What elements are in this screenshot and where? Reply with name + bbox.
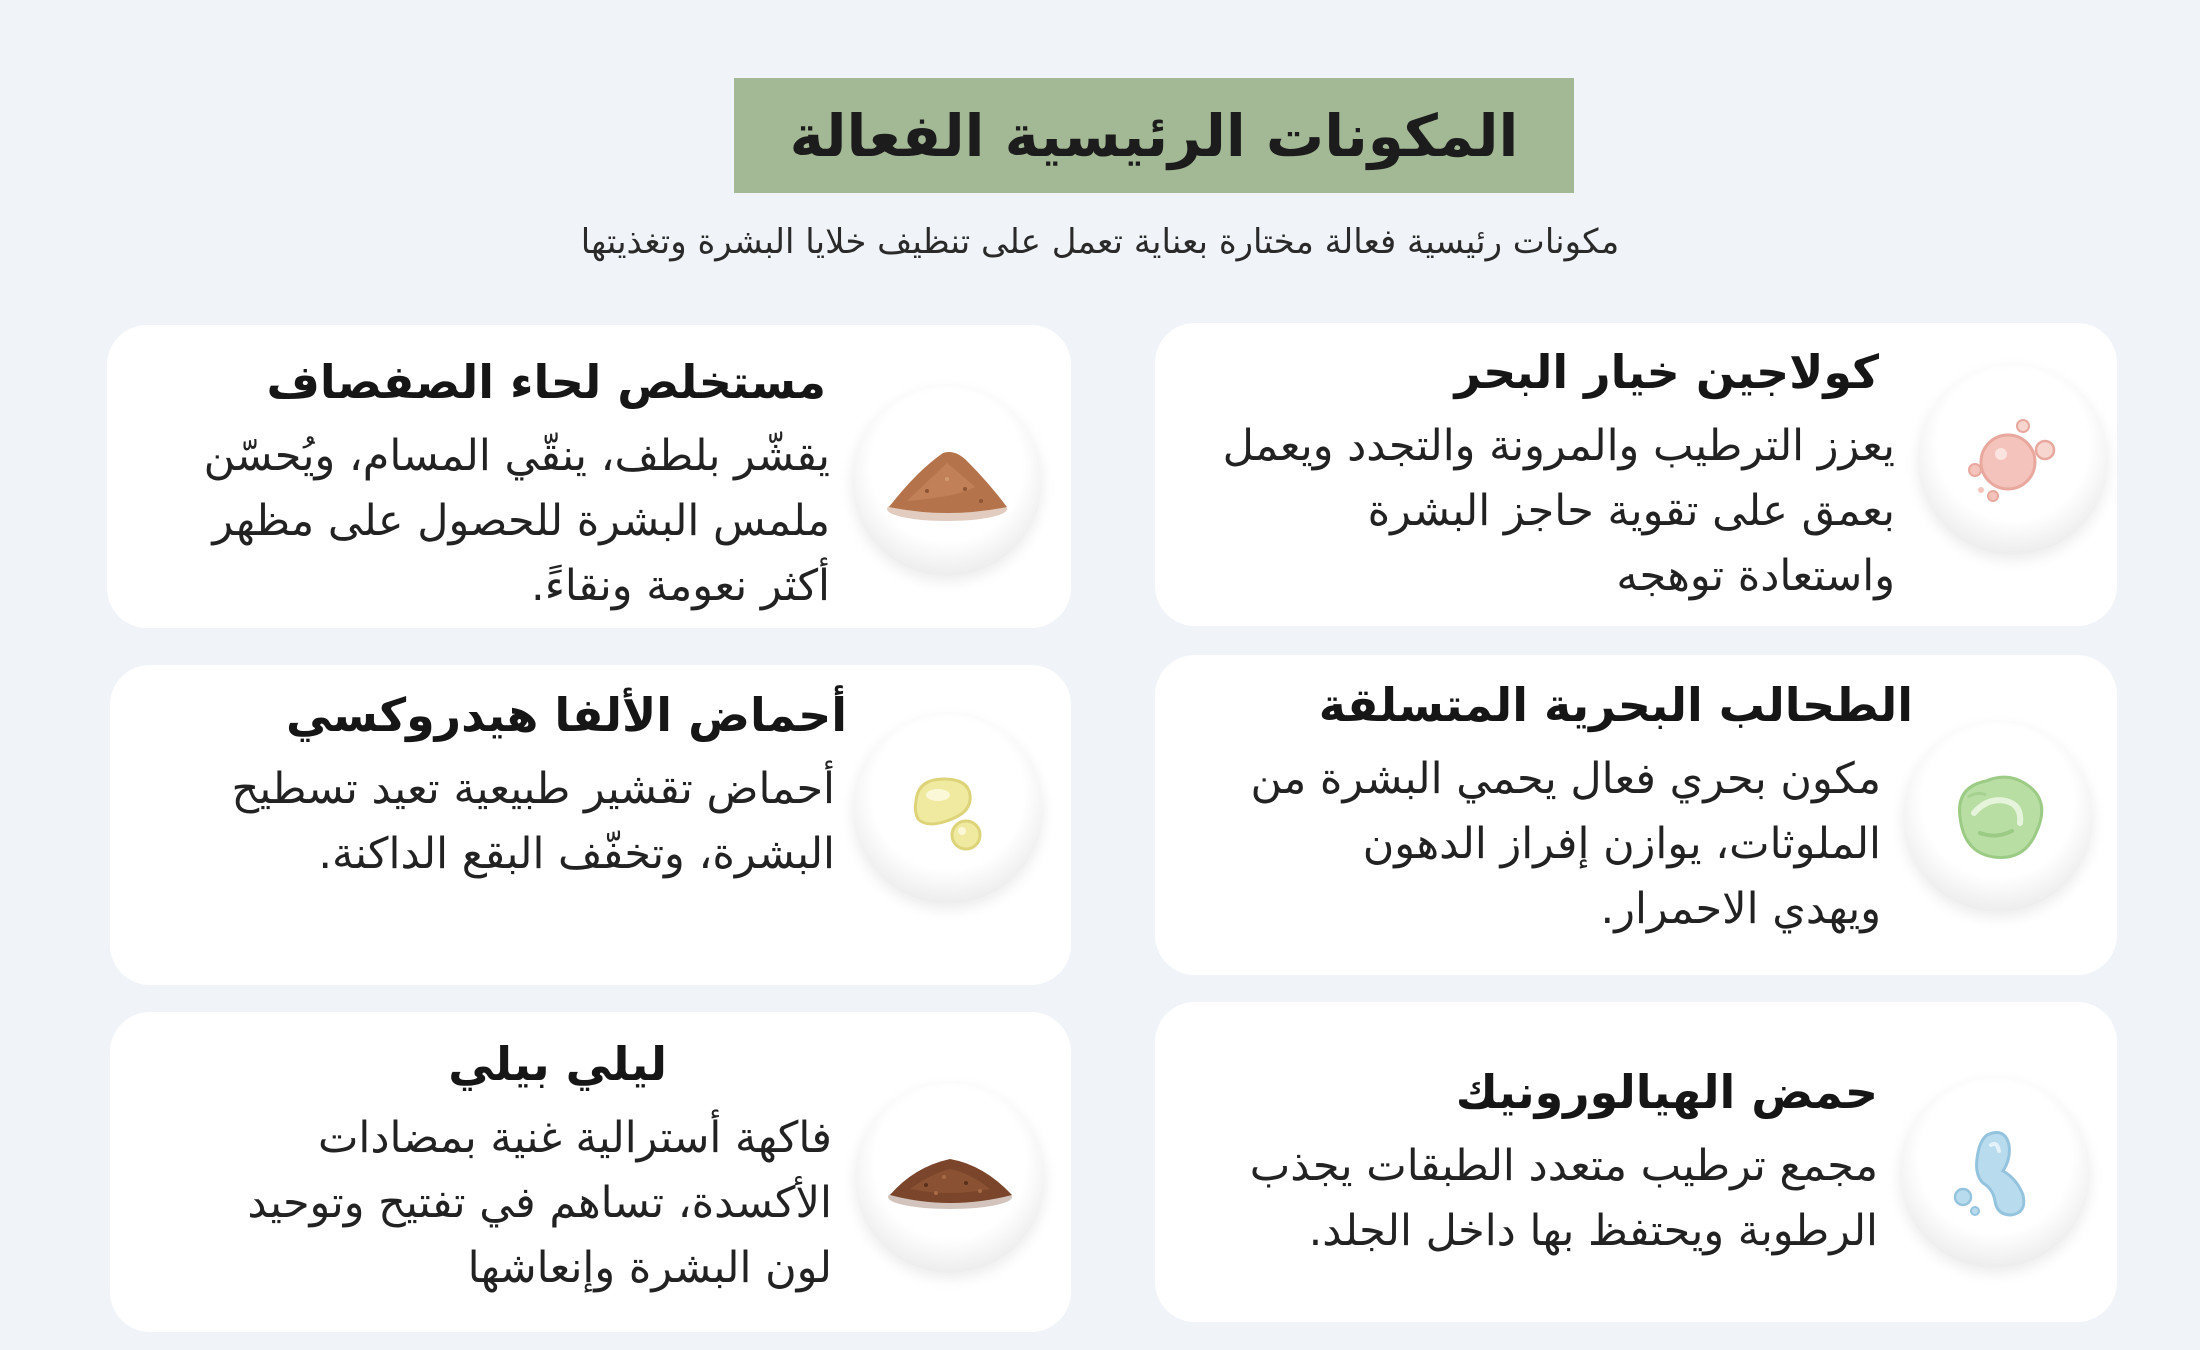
ingredient-title: مستخلص لحاء الصفصاف (266, 355, 826, 409)
ingredient-description: فاكهة أسترالية غنية بمضادات الأكسدة، تساهم في تفتيح وتوحيد لون البشرة وإنعاشها (247, 1113, 832, 1294)
ingredient-title: أحماض الألفا هيدروكسي (285, 688, 847, 742)
ingredient-text-5 (1098, 1065, 1878, 1264)
seaweed-gel-icon (1903, 722, 2093, 912)
ingredient-description: يعزز الترطيب والمرونة والتجدد ويعمل بعمق على تقوية حاجز البشرة واستعادة توهجه (1222, 421, 1895, 602)
page-title: المكونات الرئيسية الفعالة (789, 101, 1519, 170)
ingredient-description: يقشّر بلطف، ينقّي المسام، ويُحسّن ملمس البشرة للحصول على مظهر أكثر نعومة ونقاءً. (203, 431, 830, 612)
ingredient-title: حمض الهيالورونيك (1455, 1065, 1878, 1119)
ingredient-description: أحماض تقشير طبيعية تعيد تسطيح البشرة، وتخفّف البقع الداكنة. (231, 764, 835, 880)
ingredient-title: ليلي بيلي (448, 1037, 667, 1091)
lilly-pilly-powder-icon (855, 1083, 1045, 1273)
ingredient-description: مكون بحري فعال يحمي البشرة من الملوثات، يوازن إفراز الدهون ويهدي الاحمرار. (1250, 754, 1881, 935)
aha-serum-drop-icon (853, 714, 1043, 904)
ingredient-text-6 (52, 1037, 832, 1301)
ingredient-title: الطحالب البحرية المتسلقة (1318, 678, 1913, 732)
page-subtitle: مكونات رئيسية فعالة مختارة بعناية تعمل على تنظيف خلايا البشرة وتغذيتها (580, 222, 1620, 262)
ingredient-text-2 (50, 355, 830, 619)
willow-bark-powder-icon (852, 386, 1042, 576)
ingredient-text-1 (1115, 345, 1895, 609)
collagen-bubbles-icon (1918, 365, 2108, 555)
ingredient-description: مجمع ترطيب متعدد الطبقات يجذب الرطوبة ويحتفظ بها داخل الجلد. (1249, 1141, 1878, 1257)
hyaluronic-gel-icon (1900, 1078, 2090, 1268)
ingredient-title: كولاجين خيار البحر (1454, 345, 1879, 399)
title-banner (734, 78, 1574, 193)
ingredient-text-4 (55, 688, 847, 887)
ingredient-text-3 (1115, 678, 1913, 942)
